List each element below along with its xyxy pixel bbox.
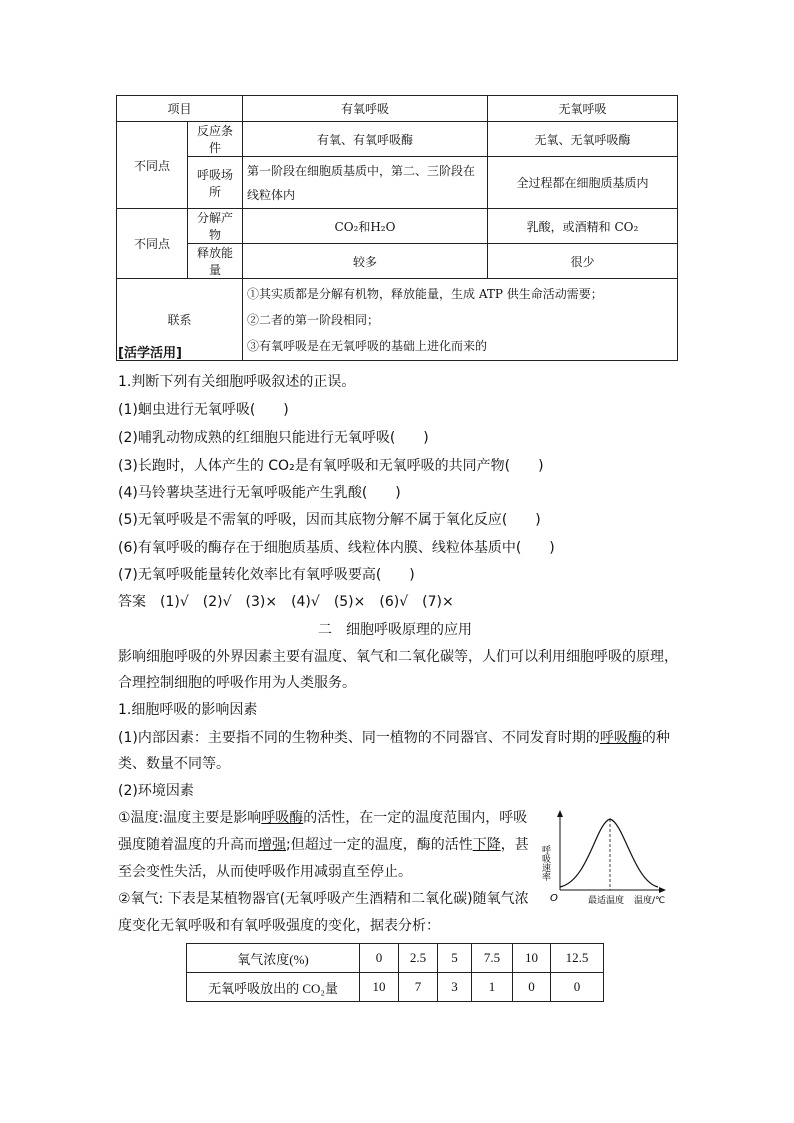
o2-cell: 5 (438, 944, 472, 973)
text: ;但超过一定的温度，酶的活性 (286, 837, 473, 853)
answer-line: 答案 (1)√ (2)√ (3)× (4)√ (5)× (6)√ (7)× (118, 594, 454, 610)
question-intro: 1.判断下列有关细胞呼吸叙述的正误。 (118, 374, 356, 390)
origin-label: O (550, 893, 558, 904)
co2-cell: 7 (399, 973, 438, 1002)
temperature-respiration-chart (538, 805, 678, 905)
subheading: 1.细胞呼吸的影响因素 (118, 702, 258, 718)
question-item: (4)马铃薯块茎进行无氧呼吸能产生乳酸( ) (118, 485, 401, 501)
co2-row-label: 无氧呼吸放出的 CO₂量 (187, 973, 360, 1002)
link-point-3: ③有氧呼吸是在无氧呼吸的基础上进化而来的 (247, 338, 488, 353)
underlined-term: 呼吸酶 (261, 810, 304, 826)
respiration-comparison-table (116, 95, 678, 361)
text: ①温度:温度主要是影响 (118, 810, 262, 826)
cell-aerobic: CO₂和H₂O (243, 209, 488, 244)
text: 的活性，在一定的温度范围内，呼吸 (303, 810, 528, 826)
link-label: 联系 (117, 279, 243, 361)
y-axis-arrow (557, 810, 563, 817)
co2-cell: 1 (472, 973, 513, 1002)
o2-cell: 0 (360, 944, 399, 973)
co2-cell: 0 (513, 973, 551, 1002)
question-item: (2)哺乳动物成熟的红细胞只能进行无氧呼吸( ) (118, 430, 429, 446)
cell-anaerobic: 无氧、无氧呼吸酶 (488, 122, 678, 157)
underlined-term: 呼吸酶 (599, 730, 642, 746)
y-axis-label: 呼吸速率 (540, 845, 550, 881)
text: 强度随着温度的升高而 (118, 837, 258, 853)
cell-anaerobic: 全过程都在细胞质基质内 (488, 157, 678, 209)
link-point-1: ①其实质都是分解有机物，释放能量，生成 ATP 供生命活动需要； (247, 286, 603, 301)
row-label: 分解产物 (188, 209, 243, 244)
o2-cell: 12.5 (551, 944, 604, 973)
cell-aerobic: 第一阶段在细胞质基质中，第二、三阶段在线粒体内 (243, 157, 488, 209)
question-item: (7)无氧呼吸能量转化效率比有氧呼吸要高( ) (118, 567, 415, 583)
cell-anaerobic: 乳酸，或酒精和 CO₂ (488, 209, 678, 244)
row-label: 反应条件 (188, 122, 243, 157)
question-item: (3)长跑时，人体产生的 CO₂是有氧呼吸和无氧呼吸的共同产物( ) (118, 458, 544, 474)
co2-cell: 0 (551, 973, 604, 1002)
section-active-title: [活学活用] (118, 346, 182, 361)
text: ，甚 (500, 837, 529, 853)
question-item: (6)有氧呼吸的酶存在于细胞质基质、线粒体内膜、线粒体基质中( ) (118, 540, 555, 556)
text: 的种 (641, 730, 670, 746)
row-label: 呼吸场所 (188, 157, 243, 209)
paragraph-line: 合理控制细胞的呼吸作用为人类服务。 (118, 675, 356, 691)
oxygen-line: ②氧气: 下表是某植物器官(无氧呼吸产生酒精和二氧化碳)随氧气浓 (118, 891, 529, 907)
table-header-anaerobic: 无氧呼吸 (488, 96, 678, 122)
x-axis-label: 温度/℃ (634, 896, 666, 905)
x-axis-arrow (659, 887, 666, 893)
o2-cell: 2.5 (399, 944, 438, 973)
paragraph-line: 影响细胞呼吸的外界因素主要有温度、氧气和二氧化碳等，人们可以利用细胞呼吸的原理， (118, 649, 678, 665)
diff-label: 不同点 (117, 209, 188, 279)
diff-label: 不同点 (117, 122, 188, 209)
inner-factors-line (118, 728, 670, 748)
paragraph-line: 度变化无氧呼吸和有氧呼吸强度的变化，据表分析： (118, 918, 440, 934)
table-header-item: 项目 (117, 96, 243, 122)
question-item: (5)无氧呼吸是不需氧的呼吸，因而其底物分解不属于氧化反应( ) (118, 512, 541, 528)
cell-aerobic: 有氧、有氧呼吸酶 (243, 122, 488, 157)
link-content (243, 279, 678, 361)
link-point-2: ②二者的第一阶段相同； (247, 312, 380, 327)
section-2-title: 二 细胞呼吸原理的应用 (318, 622, 472, 638)
table-header-aerobic: 有氧呼吸 (243, 96, 488, 122)
co2-cell: 10 (360, 973, 399, 1002)
temperature-line (118, 808, 527, 828)
underlined-term: 下降 (472, 837, 501, 853)
oxygen-table (186, 943, 604, 1002)
underlined-term: 增强 (258, 837, 286, 853)
x-tick-optimum: 最适温度 (588, 896, 625, 905)
co2-cell: 3 (438, 973, 472, 1002)
text: (1)内部因素：主要指不同的生物种类、同一植物的不同器官、不同发育时期的 (118, 730, 600, 746)
env-factors-heading: (2)环境因素 (118, 783, 194, 799)
o2-cell: 10 (513, 944, 551, 973)
cell-aerobic: 较多 (243, 244, 488, 279)
o2-row-label: 氧气浓度(%) (187, 944, 360, 973)
cell-anaerobic: 很少 (488, 244, 678, 279)
bell-curve-line (560, 819, 658, 887)
row-label: 释放能量 (188, 244, 243, 279)
paragraph-line: 类、数量不同等。 (118, 756, 230, 772)
o2-cell: 7.5 (472, 944, 513, 973)
question-item: (1)蛔虫进行无氧呼吸( ) (118, 402, 289, 418)
paragraph-line: 至会变性失活，从而使呼吸作用减弱直至停止。 (118, 864, 412, 880)
temperature-line (118, 835, 529, 855)
